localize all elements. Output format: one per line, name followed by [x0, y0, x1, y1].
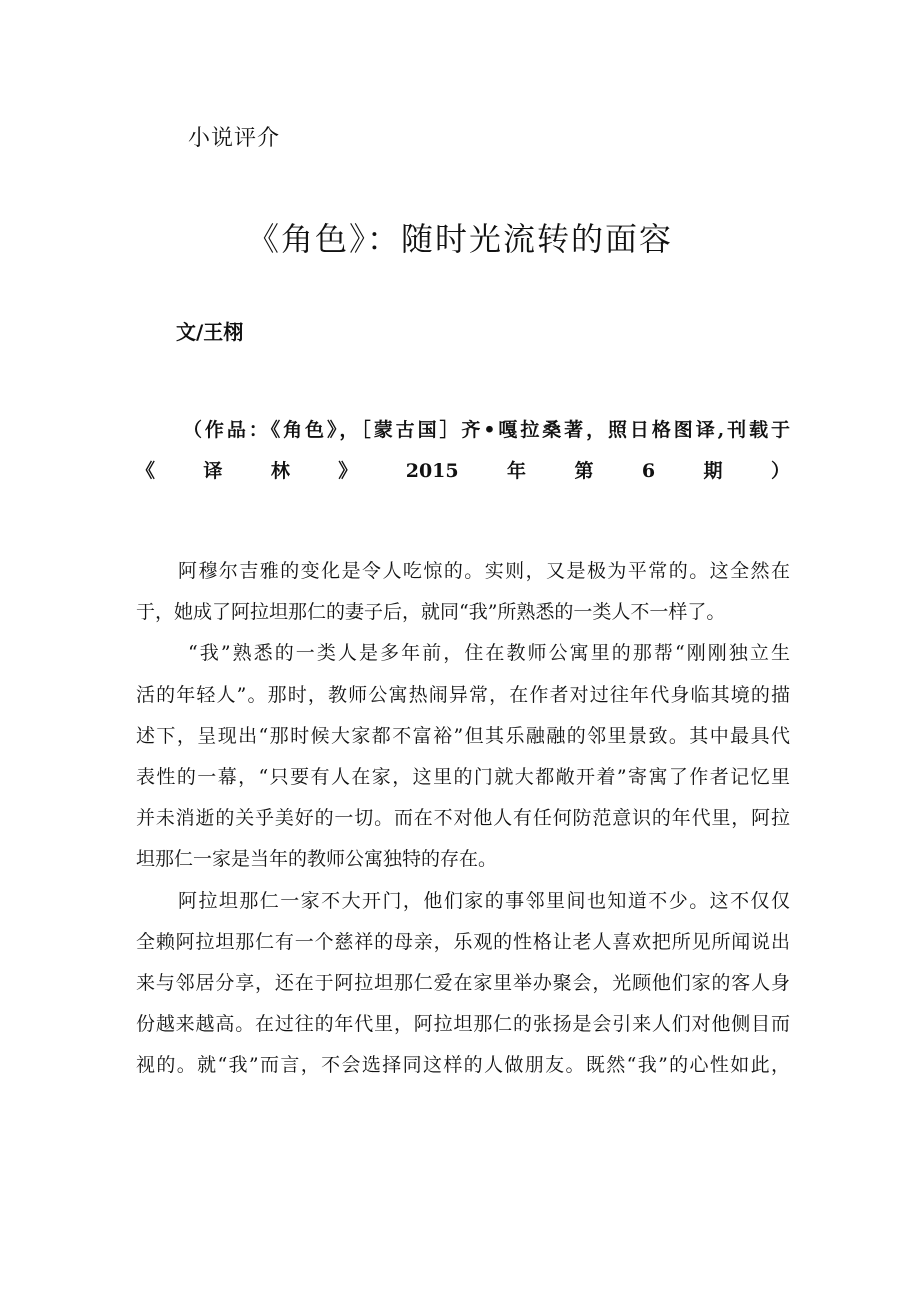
text-line: 来与邻居分享，还在于阿拉坦那仁爱在家里举办聚会，光顾他们家的客人身 [136, 971, 790, 994]
text-line: 表性的一幕，“只要有人在家，这里的门就大都敞开着”寄寓了作者记忆里 [136, 765, 790, 788]
source-note [136, 410, 790, 492]
paragraph [136, 881, 790, 1087]
text-line: 坦那仁一家是当年的教师公寓独特的存在。 [136, 848, 498, 871]
source-note-line: 《译林》2015年第6期） [136, 460, 790, 483]
text-line: “我”熟悉的一类人是多年前，住在教师公寓里的那帮“刚刚独立生 [188, 642, 790, 665]
text-line: 份越来越高。在过往的年代里，阿拉坦那仁的张扬是会引来人们对他侧目而 [136, 1013, 790, 1036]
text-line: 视的。就“我”而言，不会选择同这样的人做朋友。既然“我”的心性如此， [136, 1054, 790, 1077]
category-label: 小说评介 [188, 126, 281, 151]
paragraph [136, 551, 790, 633]
source-note-line: （作品：《角色》，［蒙古国］齐•嘎拉桑著，照日格图译,刊载于 [183, 419, 790, 441]
text-line: 述下，呈现出“那时候大家都不富裕”但其乐融融的邻里景致。其中最具代 [136, 724, 790, 747]
author-byline: 文/王栩 [176, 320, 244, 344]
text-line: 全赖阿拉坦那仁有一个慈祥的母亲，乐观的性格让老人喜欢把所见所闻说出 [136, 930, 790, 953]
text-line: 活的年轻人”。那时，教师公寓热闹异常，在作者对过往年代身临其境的描 [136, 683, 790, 706]
text-line: 并未消逝的关乎美好的一切。而在不对他人有任何防范意识的年代里，阿拉 [136, 807, 790, 830]
text-line: 于，她成了阿拉坦那仁的妻子后，就同“我”所熟悉的一类人不一样了。 [136, 601, 726, 624]
paragraph [136, 633, 790, 880]
text-line: 阿穆尔吉雅的变化是令人吃惊的。实则，又是极为平常的。这全然在 [178, 560, 790, 582]
article-title: 《角色》：随时光流转的面容 [246, 220, 673, 258]
article-body [136, 551, 790, 1086]
text-line: 阿拉坦那仁一家不大开门，他们家的事邻里间也知道不少。这不仅仅 [178, 889, 790, 912]
